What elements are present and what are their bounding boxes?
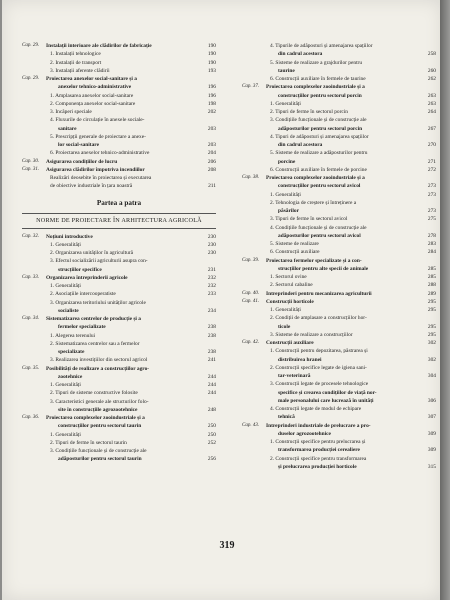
toc-entry-page: 258: [427, 51, 436, 58]
toc-entry-title: socialiste: [58, 307, 79, 314]
toc-entry-page: 273: [427, 183, 436, 190]
toc-entry-title: 2. Organizarea unităților în agricultură: [50, 250, 133, 256]
toc-entry-title: tehnică: [278, 414, 295, 421]
toc-entry: [242, 83, 436, 91]
toc-entry-title: Instalații interioare ale clădirilor de fabricație: [46, 43, 152, 49]
toc-entry-page: 307: [427, 414, 436, 421]
toc-entry: [242, 356, 436, 364]
toc-entry-page: 230: [207, 250, 216, 256]
toc-entry-page: 278: [427, 232, 436, 239]
page-number: 319: [219, 540, 235, 551]
toc-entry-title: Intreprinderi pentru mecanizarea agriculturii: [266, 290, 372, 297]
toc-entry: [242, 257, 436, 265]
toc-entry: [242, 199, 436, 207]
toc-entry-page: 193: [207, 67, 216, 74]
toc-entry: [242, 314, 436, 322]
toc-entry: [22, 249, 216, 257]
toc-entry-page: 315: [427, 463, 436, 470]
toc-entry-page: 241: [207, 357, 216, 364]
toc-entry-title: taurine: [278, 67, 295, 74]
toc-entry-title: Realizări deosebite în proiectarea și executarea: [50, 175, 152, 181]
toc-entry-page: 232: [207, 283, 216, 289]
toc-entry: [242, 446, 436, 454]
toc-entry-page: 285: [427, 274, 436, 280]
toc-entry: [22, 414, 216, 422]
toc-entry: [22, 348, 216, 356]
chapter-number: Cap. 35.: [22, 365, 40, 371]
toc-entry-page: 232: [207, 274, 216, 281]
toc-entry: [242, 405, 436, 413]
toc-entry: [242, 463, 436, 471]
toc-entry-page: 275: [427, 216, 436, 223]
chapter-number: Cap. 37.: [242, 84, 260, 90]
toc-entry-page: 244: [207, 382, 216, 388]
toc-left-column: [22, 42, 216, 464]
toc-entry: [22, 373, 216, 381]
chapter-number: Cap. 34.: [22, 316, 40, 321]
chapter-number: Cap. 43.: [242, 422, 260, 428]
toc-entry-title: 2. Tipuri de ferme în sectorul porcin: [270, 109, 349, 115]
toc-entry: [22, 299, 216, 307]
toc-entry-page: 273: [427, 191, 436, 198]
toc-entry: [22, 365, 216, 373]
toc-entry: [242, 116, 436, 124]
toc-entry: [22, 59, 216, 67]
toc-entry-title: 1. Generalități: [270, 191, 301, 198]
toc-entry-title: zootehnice: [58, 373, 83, 380]
toc-entry-title: 2. Tipuri de sisteme constructive folosite: [50, 390, 138, 397]
toc-entry-page: 264: [427, 109, 436, 115]
toc-entry-title: 2. Condiții de amplasare a construcțiilor hor-: [270, 315, 367, 322]
toc-entry-title: Construcții auxiliare: [266, 340, 314, 346]
chapter-number: Cap. 40.: [242, 290, 260, 296]
toc-entry-page: 190: [207, 43, 216, 49]
toc-entry: [22, 340, 216, 348]
toc-entry-title: 1. Amplasarea anexelor social-sanitare: [50, 92, 134, 99]
toc-entry-title: 3. Instalații aferente clădirii: [50, 67, 110, 74]
toc-entry: [242, 422, 436, 430]
toc-entry: [22, 125, 216, 133]
toc-entry-title: 3. Organizarea teritoriului unităților agricole: [50, 299, 146, 306]
toc-entry: [22, 389, 216, 397]
toc-entry: [22, 166, 216, 174]
toc-entry-page: 302: [427, 356, 436, 363]
toc-entry-title: adăposturilor pentru sectorul porcin: [278, 125, 363, 132]
toc-entry-title: male personalului care lucrează în unități: [278, 397, 374, 404]
toc-entry: [242, 215, 436, 223]
toc-entry-title: 2. Construcții specifice pentru transformarea: [270, 455, 367, 462]
toc-entry: [242, 100, 436, 108]
toc-entry-page: 263: [427, 100, 436, 107]
toc-entry: [242, 413, 436, 421]
toc-entry-title: 3. Condițiile funcționale și de construcție ale: [270, 117, 367, 124]
toc-entry-title: porcine: [278, 158, 296, 165]
toc-entry: [242, 364, 436, 372]
toc-entry-title: sanitare: [58, 125, 77, 132]
toc-entry-title: 4. Tipuri de adăposturi și amenajarea spațiilor: [270, 133, 369, 140]
toc-entry-title: duselor agrozootehnice: [278, 430, 331, 437]
toc-entry: [242, 125, 436, 133]
toc-entry: [242, 389, 436, 397]
toc-entry-title: ticole: [278, 323, 291, 330]
toc-entry-page: 231: [207, 266, 216, 273]
toc-entry-title: 1. Construcții pentru depozitarea, păstrarea și: [270, 348, 368, 355]
toc-entry-page: 302: [427, 340, 436, 346]
toc-entry-page: 203: [207, 142, 216, 148]
toc-entry: [22, 92, 216, 100]
toc-entry-title: 6. Construcții auxiliare în fermele de porcine: [270, 166, 367, 173]
chapter-number: Cap. 29.: [22, 43, 40, 48]
chapter-number: Cap. 41.: [242, 298, 260, 304]
toc-entry: [22, 83, 216, 91]
toc-list-left-top: [22, 42, 216, 191]
toc-entry-page: 248: [207, 406, 216, 413]
toc-entry-title: 2. Sectorul cabaline: [270, 282, 313, 289]
toc-entry: [22, 307, 216, 315]
toc-entry-title: 3. Construcții legate de procesele tehnologice: [270, 381, 369, 388]
toc-entry-page: 196: [207, 84, 216, 91]
toc-entry-title: lor social-sanitare: [58, 142, 99, 148]
toc-entry: [22, 431, 216, 439]
toc-entry: [242, 141, 436, 149]
toc-entry-page: 260: [427, 67, 436, 74]
toc-entry-page: 208: [207, 166, 216, 173]
toc-entry-page: 244: [207, 373, 216, 380]
toc-entry: [242, 59, 436, 67]
toc-entry-title: și prelucrarea producției horticole: [278, 463, 357, 470]
toc-entry: [242, 232, 436, 240]
toc-entry-title: Posibilități de realizare a construcțiilor agro-: [46, 365, 150, 372]
toc-entry-page: 270: [427, 142, 436, 148]
toc-entry-title: 1. Generalități: [50, 382, 81, 388]
toc-entry-title: 5. Sisteme de realizare a adăposturilor pentru: [270, 150, 368, 157]
toc-entry: [242, 323, 436, 331]
toc-entry-page: 238: [207, 324, 216, 331]
toc-entry-page: 204: [207, 150, 216, 157]
toc-entry-title: distribuirea hranei: [278, 356, 322, 363]
toc-entry: [242, 207, 436, 215]
toc-entry-title: construcțiilor pentru sectorul taurin: [58, 423, 142, 430]
toc-entry: [242, 174, 436, 182]
toc-entry: [22, 241, 216, 249]
toc-entry-page: 203: [207, 125, 216, 132]
toc-entry: [22, 406, 216, 414]
toc-entry-title: Noțiuni introductive: [46, 233, 93, 240]
toc-entry-title: strucțiilor pentru alte specii de animale: [278, 265, 369, 272]
toc-entry-title: 2. Instalații de transport: [50, 59, 102, 66]
toc-entry: [242, 372, 436, 380]
toc-entry-page: 262: [427, 76, 436, 82]
toc-entry: [22, 323, 216, 331]
toc-entry: [242, 438, 436, 446]
toc-entry: [22, 422, 216, 430]
toc-entry-title: 3. Condițiile funcționale și de construcție ale: [50, 448, 147, 454]
toc-entry-title: 3. Realizarea investițiilor din sectorul agricol: [50, 357, 148, 364]
toc-entry-title: 5. Prescripții generale de proiectare a anexe-: [50, 133, 146, 140]
toc-entry-page: 190: [207, 51, 216, 58]
toc-entry-title: Construcții horticole: [266, 298, 314, 305]
toc-entry-page: 230: [207, 241, 216, 248]
toc-entry-page: 284: [427, 249, 436, 256]
toc-entry-title: Asigurarea clădirilor împotriva incendiilor: [46, 166, 145, 173]
toc-list-right: [242, 42, 436, 471]
toc-entry: [242, 430, 436, 438]
toc-entry: [22, 182, 216, 190]
chapter-number: Cap. 42.: [242, 340, 260, 345]
toc-entry: [242, 306, 436, 314]
toc-entry-title: specializate: [58, 349, 85, 355]
toc-entry-title: adăposturilor pentru sectorul taurin: [58, 456, 142, 463]
toc-entry-page: 190: [207, 59, 216, 66]
toc-entry-title: transformarea producției cerealiere: [278, 447, 360, 454]
toc-entry: [22, 42, 216, 50]
toc-entry-title: 3. Efectul socializării agriculturii asupra con-: [50, 258, 148, 265]
toc-entry: [22, 356, 216, 364]
toc-entry-title: 2. Componența anexelor social-sanitare: [50, 100, 136, 107]
toc-entry-page: 198: [207, 100, 216, 107]
chapter-number: Cap. 38.: [242, 175, 260, 180]
toc-entry-page: 202: [207, 109, 216, 115]
toc-entry-title: 1. Generalități: [50, 283, 81, 289]
toc-entry-title: construcțiilor pentru sectorul avicol: [278, 183, 361, 190]
toc-entry-title: Proiectarea anexelor social-sanitare și a: [46, 76, 137, 82]
toc-entry: [22, 274, 216, 282]
toc-entry: [22, 133, 216, 141]
toc-entry: [242, 380, 436, 388]
toc-list-left-bottom: [22, 233, 216, 464]
toc-entry: [242, 298, 436, 306]
toc-entry-page: 263: [427, 92, 436, 99]
toc-entry-title: construcțiilor pentru sectorul porcin: [278, 92, 362, 99]
toc-entry: [22, 447, 216, 455]
toc-entry: [22, 100, 216, 108]
toc-entry-title: 5. Sisteme de realizare: [270, 241, 319, 247]
toc-entry-title: Intreprinderi industriale de prelucrare a pro-: [266, 422, 371, 429]
toc-entry-page: 283: [427, 241, 436, 247]
chapter-number: Cap. 31.: [22, 166, 40, 172]
toc-entry-page: 230: [207, 233, 216, 240]
toc-entry: [242, 149, 436, 157]
toc-entry: [242, 108, 436, 116]
toc-entry: [242, 224, 436, 232]
toc-entry-page: 288: [427, 282, 436, 289]
toc-entry-title: 6. Proiectarea anexelor tehnico-administrative: [50, 150, 150, 157]
toc-entry-title: 5. Sisteme de realizare a grajdurilor pentru: [270, 59, 363, 66]
toc-entry-title: 6. Construcții auxiliare în fermele de taurine: [270, 76, 366, 82]
toc-entry: [22, 332, 216, 340]
toc-entry-page: 295: [427, 307, 436, 313]
toc-entry-page: 256: [207, 456, 216, 463]
toc-entry: [22, 266, 216, 274]
toc-entry: [242, 339, 436, 347]
toc-entry: [242, 273, 436, 281]
toc-entry-page: 289: [427, 290, 436, 297]
toc-entry-page: 196: [207, 92, 216, 99]
toc-entry-page: 273: [427, 208, 436, 214]
chapter-number: Cap. 33.: [22, 274, 40, 280]
toc-entry-title: 1. Construcții specifice pentru prelucrarea și: [270, 439, 366, 445]
toc-entry: [242, 397, 436, 405]
toc-entry-title: 1. Generalități: [270, 100, 301, 107]
toc-entry-page: 233: [207, 291, 216, 298]
toc-entry-page: 295: [427, 331, 436, 338]
toc-entry: [242, 67, 436, 75]
toc-entry-title: site în construcțiile agrozootehnice: [58, 406, 138, 413]
toc-entry: [242, 75, 436, 83]
toc-entry: [22, 315, 216, 323]
toc-entry-title: de obiective industriale în țara noastră: [50, 183, 133, 190]
toc-entry: [242, 133, 436, 141]
toc-entry-title: 1. Generalități: [50, 431, 81, 438]
toc-entry: [242, 331, 436, 339]
toc-entry: [22, 108, 216, 116]
toc-entry-title: 2. Tehnologia de creștere și întreținere a: [270, 199, 357, 206]
toc-entry-page: 244: [207, 390, 216, 397]
toc-entry-page: 304: [427, 373, 436, 379]
toc-entry-page: 211: [208, 183, 216, 190]
toc-entry: [242, 50, 436, 58]
toc-entry-title: 4. Construcții legate de modul de echipare: [270, 406, 362, 412]
toc-entry: [22, 398, 216, 406]
toc-entry-title: 2. Sistematizarea centrelor sau a fermelor: [50, 340, 140, 347]
toc-entry-title: Asigurarea condițiilor de lucru: [46, 158, 118, 165]
toc-entry: [22, 455, 216, 463]
toc-entry: [22, 257, 216, 265]
toc-entry-title: 4. Tipurile de adăposturi și amenajarea spațiilor: [270, 43, 373, 49]
toc-entry: [242, 92, 436, 100]
toc-entry: [22, 174, 216, 182]
toc-entry-title: adăposturilor pentru sectorul avicol: [278, 232, 361, 239]
toc-entry: [22, 439, 216, 447]
toc-entry-title: Organizarea întreprinderii agricole: [46, 274, 128, 281]
toc-entry-title: fermelor specializate: [58, 324, 106, 331]
toc-entry-title: tar-veterinară: [278, 373, 311, 379]
toc-entry-title: anexelor tehnico-administrative: [58, 84, 132, 91]
toc-entry: [22, 75, 216, 83]
toc-entry-page: 250: [207, 431, 216, 438]
toc-entry-page: 306: [427, 397, 436, 404]
toc-entry: [22, 149, 216, 157]
toc-right-column: [242, 42, 436, 471]
toc-entry: [242, 347, 436, 355]
toc-entry-title: 1. Alegerea terenului: [50, 332, 96, 339]
chapter-number: Cap. 32.: [22, 233, 40, 239]
toc-entry-title: Proiectarea fermelor specializate și a con-: [266, 257, 362, 264]
toc-entry-page: 250: [207, 423, 216, 430]
toc-entry: [242, 455, 436, 463]
toc-entry: [242, 240, 436, 248]
toc-entry-title: 1. Instalații tehnologice: [50, 51, 101, 58]
toc-entry-title: Proiectarea complexelor zooindustriale și a: [266, 84, 365, 91]
toc-entry-page: 309: [427, 430, 436, 437]
toc-entry: [242, 158, 436, 166]
toc-entry-page: 238: [207, 349, 216, 355]
toc-entry-page: 285: [427, 265, 436, 272]
toc-entry: [242, 281, 436, 289]
toc-entry-title: 2. Tipuri de ferme în sectorul taurin: [50, 439, 127, 446]
toc-entry-title: 1. Generalități: [270, 307, 301, 313]
toc-entry: [242, 166, 436, 174]
toc-entry-title: Sistematizarea centrelor de producție și a: [46, 316, 141, 322]
toc-entry-title: 3. Sisteme de realizare a construcțiilor: [270, 331, 353, 338]
part-title: Partea a patra: [96, 198, 142, 207]
toc-entry-page: 309: [427, 447, 436, 454]
toc-entry-title: 4. Fluxurile de circulație în anexele sociale-: [50, 117, 145, 124]
toc-entry-page: 238: [207, 332, 216, 339]
book-page: [2, 0, 442, 600]
toc-entry: [242, 265, 436, 273]
toc-entry-title: 2. Asociațiile intercooperatiste: [50, 291, 116, 298]
toc-entry-title: din cadrul acestora: [278, 51, 323, 58]
toc-entry: [22, 290, 216, 298]
toc-entry: [22, 116, 216, 124]
toc-entry-title: 4. Condițiile funcționale și de construcție ale: [270, 224, 367, 231]
toc-entry-page: 252: [207, 439, 216, 446]
toc-entry: [22, 282, 216, 290]
chapter-number: Cap. 36.: [22, 415, 40, 420]
toc-entry: [22, 141, 216, 149]
toc-entry-page: 267: [427, 125, 436, 132]
chapter-number: Cap. 39.: [242, 257, 260, 263]
toc-entry-title: specifice și crearea condițiilor de viață nor-: [278, 389, 377, 396]
toc-entry: [242, 182, 436, 190]
toc-entry: [242, 248, 436, 256]
toc-entry-title: 6. Construcții auxiliare: [270, 249, 320, 256]
toc-entry-page: 234: [207, 307, 216, 314]
toc-entry: [242, 42, 436, 50]
toc-entry-page: 271: [427, 158, 436, 165]
toc-entry-page: 272: [427, 166, 436, 173]
toc-entry-title: 1. Sectorul ovine: [270, 274, 307, 280]
toc-entry-title: din cadrul acestora: [278, 142, 323, 148]
toc-entry-title: strucțiilor specifice: [58, 266, 102, 273]
toc-entry: [22, 67, 216, 75]
toc-entry-page: 295: [427, 298, 436, 305]
toc-entry: [22, 381, 216, 389]
toc-entry-title: 3. Incăperi speciale: [50, 109, 92, 115]
toc-entry-page: 295: [427, 323, 436, 330]
part-subtitle: NORME DE PROIECTARE ÎN ARHITECTURA AGRICOLĂ: [22, 213, 216, 229]
toc-entry: [242, 191, 436, 199]
chapter-number: Cap. 30.: [22, 158, 40, 164]
toc-entry-title: 3. Tipuri de ferme în sectorul avicol: [270, 216, 348, 223]
toc-entry-title: păsărilor: [278, 208, 299, 214]
toc-entry-title: Proiectarea complexelor zooindustriale și a: [46, 415, 145, 421]
toc-entry-title: Proiectarea complexelor zooindustriale și a: [266, 175, 365, 181]
toc-entry: [22, 233, 216, 241]
toc-entry-page: 206: [207, 158, 216, 165]
toc-entry-title: 1. Generalități: [50, 241, 81, 248]
book-spine-shadow: [440, 0, 450, 600]
toc-entry: [22, 158, 216, 166]
toc-entry: [22, 50, 216, 58]
toc-entry: [242, 290, 436, 298]
toc-entry-title: 2. Construcții specifice legate de igiena sani-: [270, 364, 367, 371]
chapter-number: Cap. 29.: [22, 76, 40, 81]
toc-entry-title: 3. Caracteristici generale ale structurilor folo-: [50, 398, 149, 405]
